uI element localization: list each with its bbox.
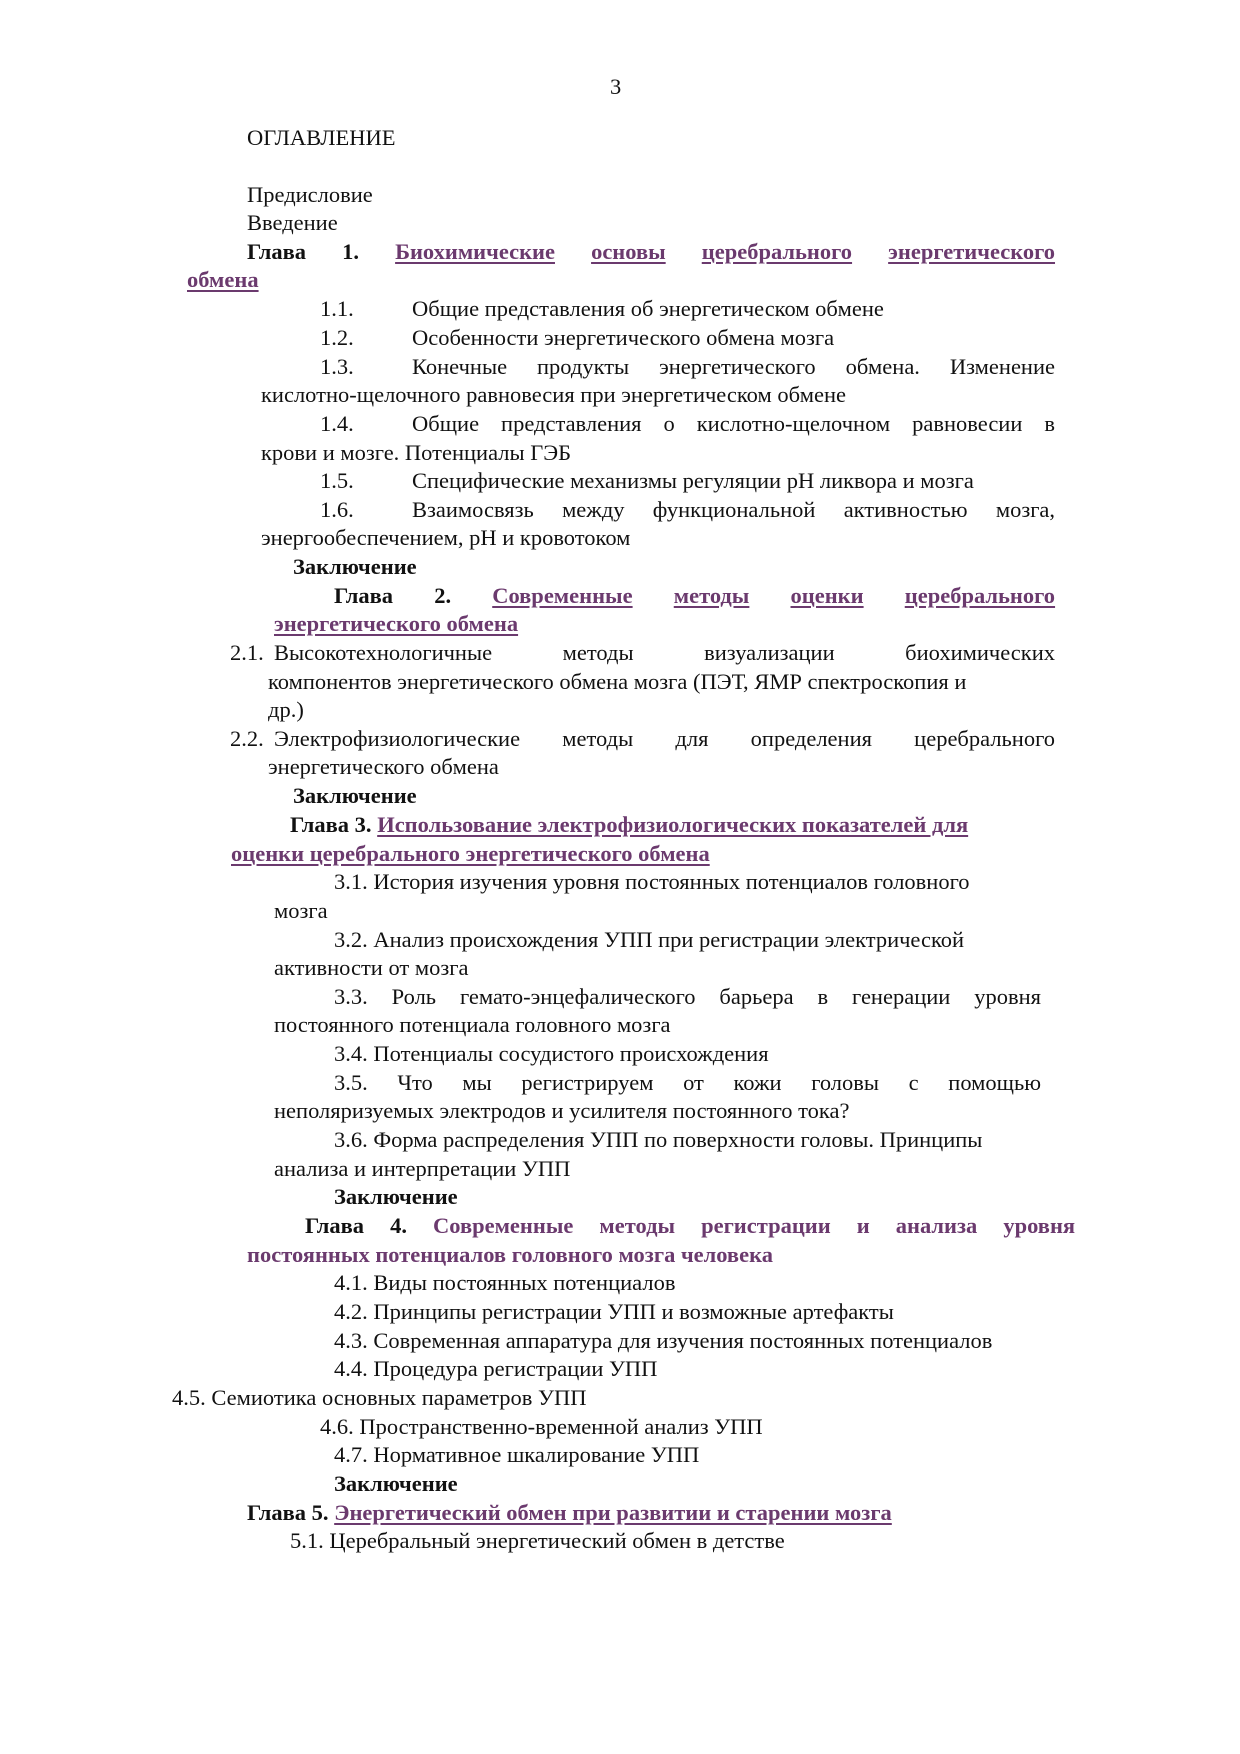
toc-item[interactable]: 2.2. [230, 726, 264, 751]
chapter-3-heading-cont[interactable]: оценки церебрального энергетического обмена [231, 841, 710, 866]
toc-item[interactable]: 1.6. [320, 497, 354, 522]
chapter-3-link[interactable]: Использование электрофизиологических показателей для [377, 812, 969, 837]
toc-item[interactable]: 4.7. Нормативное шкалирование УПП [334, 1442, 700, 1467]
toc-item-text[interactable]: Взаимосвязь между функциональной активностью мозга, [412, 497, 1056, 522]
page-number: 3 [610, 74, 622, 99]
toc-item[interactable]: 1.3. [320, 354, 354, 379]
chapter-4-heading[interactable]: Глава 4. Современные методы регистрации и анализа уровня [305, 1213, 1076, 1238]
toc-item[interactable]: 1.5. [320, 468, 354, 493]
chapter-5-label: Глава 5. [247, 1500, 329, 1525]
toc-item-text-cont[interactable]: энергообеспечением, pH и кровотоком [261, 525, 631, 550]
chapter-2-heading-cont[interactable]: энергетического обмена [274, 611, 519, 636]
chapter-4-conclusion[interactable]: Заключение [334, 1471, 458, 1496]
chapter-3-heading[interactable] [290, 811, 968, 839]
toc-item-text-cont[interactable]: мозга [274, 898, 328, 923]
chapter-4-title-cont: постоянных потенциалов головного мозга человека [247, 1242, 773, 1267]
toc-item-text[interactable]: Высокотехнологичные методы визуализации биохимических [274, 640, 1055, 665]
toc-item-text-cont[interactable]: кислотно-щелочного равновесия при энергетическом обмене [261, 382, 847, 407]
toc-item-text-cont[interactable]: крови и мозге. Потенциалы ГЭБ [261, 440, 572, 465]
toc-item-preface[interactable]: Предисловие [247, 182, 373, 207]
toc-item-introduction[interactable]: Введение [247, 210, 338, 235]
toc-item-text-cont[interactable]: активности от мозга [274, 955, 469, 980]
toc-item[interactable]: 3.5. Что мы регистрируем от кожи головы с помощью [334, 1070, 1042, 1095]
toc-item-text-cont[interactable]: постоянного потенциала головного мозга [274, 1012, 671, 1037]
toc-item-text-cont[interactable]: анализа и интерпретации УПП [274, 1156, 571, 1181]
chapter-1-conclusion[interactable]: Заключение [293, 554, 417, 579]
toc-item-text[interactable]: Особенности энергетического обмена мозга [412, 325, 835, 350]
toc-item-text-cont[interactable]: компонентов энергетического обмена мозга (ПЭТ, ЯМР спектроскопия и [268, 669, 967, 694]
chapter-2-link[interactable]: Современные [492, 583, 633, 608]
toc-item[interactable]: 3.6. Форма распределения УПП по поверхности головы. Принципы [334, 1127, 983, 1152]
chapter-1-link[interactable]: Биохимические [395, 239, 555, 264]
toc-item[interactable]: 3.2. Анализ происхождения УПП при регистрации электрической [334, 927, 965, 952]
toc-item[interactable]: 1.1. [320, 296, 354, 321]
toc-item[interactable]: 4.6. Пространственно-временной анализ УПП [320, 1414, 763, 1439]
toc-item-text[interactable]: Общие представления об энергетическом обмене [412, 296, 884, 321]
chapter-5-heading[interactable] [247, 1499, 892, 1527]
toc-item[interactable]: 4.5. Семиотика основных параметров УПП [172, 1385, 587, 1410]
toc-item[interactable]: 4.3. Современная аппаратура для изучения постоянных потенциалов [334, 1328, 993, 1353]
chapter-1-heading-cont[interactable]: обмена [187, 267, 259, 292]
toc-item-text[interactable]: Специфические механизмы регуляции pH ликвора и мозга [412, 468, 974, 493]
chapter-2-label: Глава [334, 583, 394, 608]
page-title: ОГЛАВЛЕНИЕ [247, 125, 396, 150]
toc-item-text-cont[interactable]: др.) [268, 697, 304, 722]
toc-item-text[interactable]: Электрофизиологические методы для определения церебрального [274, 726, 1056, 751]
chapter-4-label: Глава [305, 1213, 365, 1238]
toc-item[interactable]: 1.2. [320, 325, 354, 350]
toc-item[interactable]: 3.3. Роль гемато-энцефалического барьера в генерации уровня [334, 984, 1041, 1009]
chapter-1-heading[interactable]: Глава 1. Биохимические основы церебрального энергетического [247, 239, 1056, 264]
chapter-2-heading[interactable]: Глава 2. Современные методы оценки церебрального [334, 583, 1056, 608]
toc-item-text-cont[interactable]: неполяризуемых электродов и усилителя постоянного тока? [274, 1098, 850, 1123]
toc-item[interactable]: 5.1. Церебральный энергетический обмен в детстве [290, 1528, 785, 1553]
chapter-2-conclusion[interactable]: Заключение [293, 783, 417, 808]
toc-item[interactable]: 2.1. [230, 640, 264, 665]
toc-item[interactable]: 4.1. Виды постоянных потенциалов [334, 1270, 676, 1295]
chapter-5-link[interactable]: Энергетический обмен при развитии и старении мозга [334, 1500, 892, 1525]
chapter-4-title: Современные [433, 1213, 574, 1238]
toc-item-text[interactable]: Конечные продукты энергетического обмена. Изменение [412, 354, 1055, 379]
chapter-1-label: Глава [247, 239, 307, 264]
chapter-3-conclusion[interactable]: Заключение [334, 1184, 458, 1209]
toc-item[interactable]: 4.2. Принципы регистрации УПП и возможные артефакты [334, 1299, 894, 1324]
toc-item[interactable]: 4.4. Процедура регистрации УПП [334, 1356, 658, 1381]
toc-item[interactable]: 3.1. История изучения уровня постоянных потенциалов головного [334, 869, 970, 894]
chapter-3-label: Глава 3. [290, 812, 372, 837]
toc-item[interactable]: 1.4. [320, 411, 354, 436]
toc-item[interactable]: 3.4. Потенциалы сосудистого происхождения [334, 1041, 769, 1066]
toc-item-text-cont[interactable]: энергетического обмена [268, 754, 499, 779]
toc-item-text[interactable]: Общие представления о кислотно-щелочном равновесии в [412, 411, 1055, 436]
